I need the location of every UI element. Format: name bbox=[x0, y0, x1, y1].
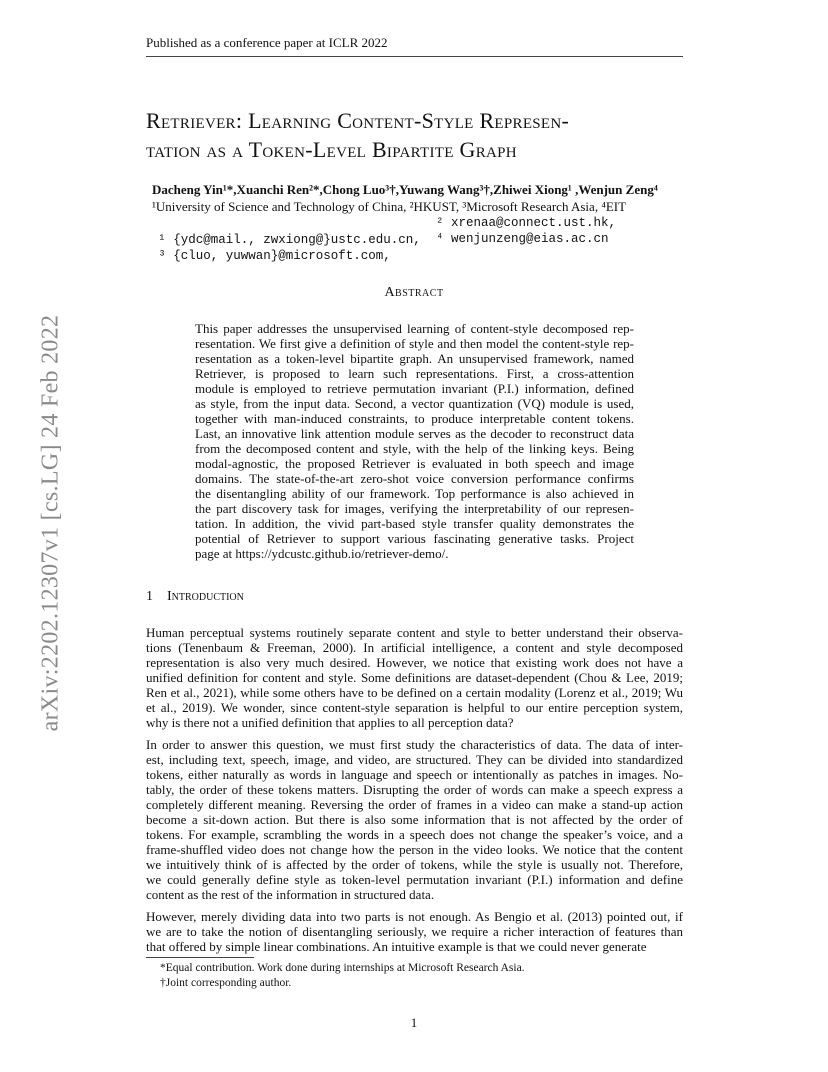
abstract-line: as style, from the input data. Second, a vector quantization (VQ) module is used, bbox=[195, 396, 634, 411]
email-row-2 bbox=[152, 231, 609, 280]
abstract-line: modal-agnostic, the proposed Retriever is evaluated in both speech and image bbox=[195, 456, 634, 471]
paragraph-2-line: we intuitively think of is affected by the order of tokens, while the style is usually not. Therefore, bbox=[146, 857, 683, 872]
paragraph-1 bbox=[146, 625, 683, 730]
paragraph-2-line: we could generally define style as token-level permutation invariant (P.I.) information and define bbox=[146, 872, 683, 887]
paragraph-1-line: representation is also very much desired. However, we notice that existing work does not have a bbox=[146, 655, 683, 670]
abstract-line: tation. In addition, the vivid part-based style transfer quality demonstrates the bbox=[195, 516, 634, 531]
title-line-1: Retriever: Learning Content-Style Represen- bbox=[146, 108, 570, 133]
abstract-line: module is employed to retrieve permutation invariant (P.I.) information, defined bbox=[195, 381, 634, 396]
email-3: ³ {cluo, yuwwan}@microsoft.com, bbox=[158, 249, 391, 263]
paragraph-1-line: tions (Tenenbaum & Freeman, 2000). In artificial intelligence, a content and style decomposed bbox=[146, 640, 683, 655]
abstract-heading: Abstract bbox=[384, 285, 444, 300]
section-number: 1 bbox=[146, 589, 153, 604]
email-4: ⁴ wenjunzeng@eias.ac.cn bbox=[436, 232, 609, 246]
section-heading bbox=[146, 589, 244, 605]
paragraph-2-line: In order to answer this question, we must first study the characteristics of data. The data of inter- bbox=[146, 737, 683, 752]
paragraph-3-line: that offered by simple linear combinations. An intuitive example is that we could never generate bbox=[146, 939, 647, 954]
paragraph-1-line: why is there not a unified definition that applies to all perception data? bbox=[146, 715, 514, 730]
author-list: Dacheng Yin¹*,Xuanchi Ren²*,Chong Luo³†,Yuwang Wang³†,Zhiwei Xiong¹ ,Wenjun Zeng⁴ bbox=[152, 182, 658, 197]
paragraph-1-line: unified definition for content and style. Some definitions are dataset-dependent (Chou & Lee, 2019; bbox=[146, 670, 683, 685]
paragraph-2-line: est, including text, speech, image, and video, are structured. They can be divided into standardized bbox=[146, 752, 683, 767]
abstract-line: resentation as a token-level bipartite graph. An unsupervised framework, named bbox=[195, 351, 634, 366]
abstract-line: the disentangling ability of our framework. Top performance is also achieved in bbox=[195, 486, 634, 501]
abstract-line: resentation. We first give a definition of style and then model the content-style rep- bbox=[195, 336, 634, 351]
paper-title bbox=[146, 106, 706, 164]
abstract-line: page at https://ydcustc.github.io/retriever-demo/. bbox=[195, 546, 449, 561]
footnote-corresponding-author: †Joint corresponding author. bbox=[160, 977, 292, 989]
introduction-body bbox=[146, 625, 683, 961]
section-title: Introduction bbox=[167, 589, 244, 604]
paragraph-2-line: tokens. For example, scrambling the words in a speech does not change the speaker’s voice, and a bbox=[146, 827, 683, 842]
email-1: ¹ {ydc@mail., zwxiong@}ustc.edu.cn, bbox=[158, 233, 421, 247]
paragraph-2-line: tokens, either naturally as words in language and speech or intentionally as patches in images. No- bbox=[146, 767, 683, 782]
abstract-line: from the decomposed content and style, with the help of the linking keys. Being bbox=[195, 441, 634, 456]
paragraph-1-line: et al., 2019). We wonder, since content-style separation is helpful to our entire perception system, bbox=[146, 700, 683, 715]
affiliations: ¹University of Science and Technology of China, ²HKUST, ³Microsoft Research Asia, ⁴EIT bbox=[152, 199, 627, 214]
paragraph-2-line: completely different meaning. Reversing the order of frames in a video can make a stand-up action bbox=[146, 797, 683, 812]
paragraph-2 bbox=[146, 737, 683, 902]
email-2: ² xrenaa@connect.ust.hk, bbox=[436, 216, 617, 230]
paragraph-3-line: However, merely dividing data into two parts is not enough. As Bengio et al. (2013) pointed out, if bbox=[146, 909, 683, 924]
paragraph-2-line: tably, the order of these tokens matters. Disrupting the order of words can make a speech express a bbox=[146, 782, 683, 797]
abstract-line: the part discovery task for images, verifying the interpretability of our represen- bbox=[195, 501, 634, 516]
paragraph-2-line: become a sit-down action. But there is also some information that is not affected by the order of bbox=[146, 812, 683, 827]
footnote-equal-contribution: *Equal contribution. Work done during internships at Microsoft Research Asia. bbox=[160, 962, 525, 974]
paragraph-1-line: Ren et al., 2021), while some others have to be defined on a certain modality (Lorenz et al., 2019; Wu bbox=[146, 685, 683, 700]
abstract-line: potential of Retriever to support various fascinating generative tasks. Project bbox=[195, 531, 634, 546]
abstract-body bbox=[195, 321, 634, 561]
abstract-line: This paper addresses the unsupervised learning of content-style decomposed rep- bbox=[195, 321, 634, 336]
arxiv-identifier: arXiv:2202.12307v1 [cs.LG] 24 Feb 2022 bbox=[37, 314, 64, 732]
paragraph-2-line: frame-shuffled video does not change how the person in the video looks. We notice that the content bbox=[146, 842, 683, 857]
paragraph-3-line: we are to take the notion of disentangling seriously, we require a richer interaction of features than bbox=[146, 924, 683, 939]
running-header: Published as a conference paper at ICLR 2022 bbox=[146, 35, 683, 57]
abstract-line: domains. The state-of-the-art zero-shot voice conversion performance confirms bbox=[195, 471, 634, 486]
paragraph-3 bbox=[146, 909, 683, 954]
title-line-2: tation as a Token-Level Bipartite Graph bbox=[146, 137, 517, 162]
abstract-line: together with man-induced constraints, to produce interpretable content tokens. bbox=[195, 411, 634, 426]
paragraph-1-line: Human perceptual systems routinely separate content and style to better understand their observa- bbox=[146, 625, 683, 640]
footnote-rule bbox=[146, 957, 254, 958]
abstract-line: Last, an innovative link attention module serves as the decoder to reconstruct data bbox=[195, 426, 634, 441]
paragraph-2-line: content as the rest of the information in structured data. bbox=[146, 887, 435, 902]
page-number: 1 bbox=[410, 1015, 418, 1030]
abstract-line: Retriever, is proposed to learn such representations. First, a cross-attention bbox=[195, 366, 634, 381]
arxiv-sidebar bbox=[36, 288, 66, 758]
